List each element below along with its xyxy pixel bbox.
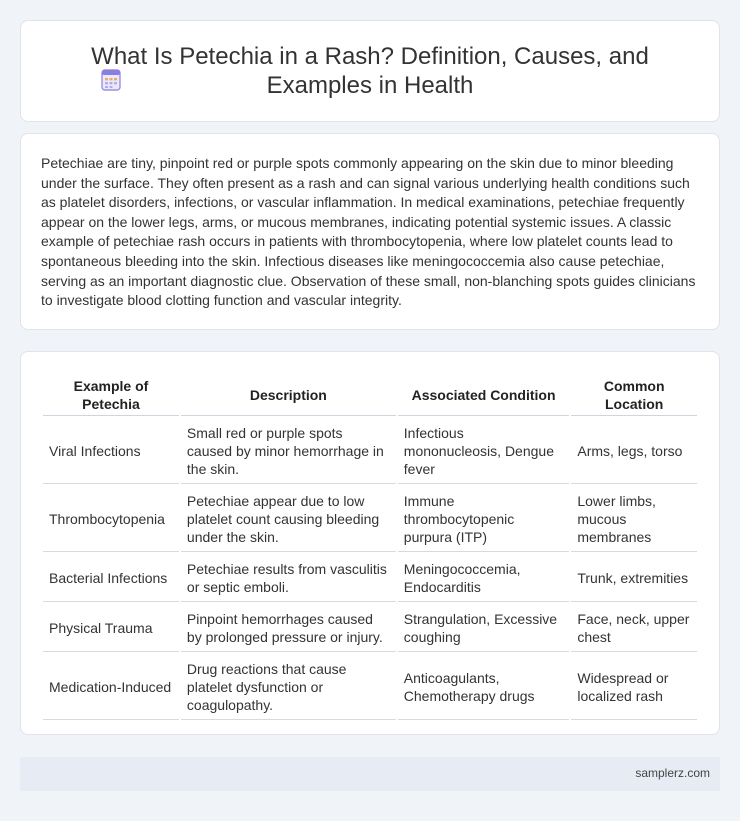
table-cell: Drug reactions that cause platelet dysfunction or coagulopathy. — [181, 654, 396, 720]
table-cell: Immune thrombocytopenic purpura (ITP) — [398, 486, 570, 552]
column-header: Description — [181, 374, 396, 416]
table-row — [43, 418, 697, 484]
table-cell: Face, neck, upper chest — [571, 604, 697, 652]
table-cell: Petechiae results from vasculitis or septic emboli. — [181, 554, 396, 602]
column-header: Common Location — [571, 374, 697, 416]
petechia-table — [41, 372, 699, 722]
table-cell: Infectious mononucleosis, Dengue fever — [398, 418, 570, 484]
table-row — [43, 654, 697, 720]
table-card — [20, 351, 720, 735]
table-cell: Strangulation, Excessive coughing — [398, 604, 570, 652]
footer-bar — [20, 757, 720, 791]
table-cell: Physical Trauma — [43, 604, 179, 652]
table-cell: Pinpoint hemorrhages caused by prolonged pressure or injury. — [181, 604, 396, 652]
table-cell: Viral Infections — [43, 418, 179, 484]
header-card — [20, 20, 720, 122]
table-row — [43, 604, 697, 652]
table-header-row — [43, 374, 697, 416]
column-header: Example of Petechia — [43, 374, 179, 416]
table-cell: Medication-Induced — [43, 654, 179, 720]
footer-site-link[interactable]: samplerz.com — [635, 766, 710, 780]
table-cell: Lower limbs, mucous membranes — [571, 486, 697, 552]
table-cell: Anticoagulants, Chemotherapy drugs — [398, 654, 570, 720]
page-title: What Is Petechia in a Rash? Definition, Causes, and Examples in Health — [91, 43, 649, 99]
table-cell: Meningococcemia, Endocarditis — [398, 554, 570, 602]
table-row — [43, 554, 697, 602]
intro-paragraph: Petechiae are tiny, pinpoint red or purple spots commonly appearing on the skin due to minor bleeding under the surface. They often present as a rash and can signal various underlying health conditions such as platelet disorders, infections, or vascular inflammation. In medical examinations, petechiae frequently appear on the lower legs, arms, or mucous membranes, indicating potential systemic issues. A classic example of petechiae rash occurs in patients with thrombocytopenia, where low platelet counts lead to spontaneous bleeding into the skin. Infectious diseases like meningococcemia also cause petechiae, serving as an important diagnostic clue. Observation of these small, non-blanching spots guides clinicians to investigate blood clotting function and vascular integrity. — [41, 155, 696, 309]
table-row — [43, 486, 697, 552]
table-cell: Widespread or localized rash — [571, 654, 697, 720]
column-header: Associated Condition — [398, 374, 570, 416]
table-cell: Small red or purple spots caused by minor hemorrhage in the skin. — [181, 418, 396, 484]
table-cell: Arms, legs, torso — [571, 418, 697, 484]
intro-card — [20, 133, 720, 330]
table-cell: Petechiae appear due to low platelet count causing bleeding under the skin. — [181, 486, 396, 552]
table-cell: Thrombocytopenia — [43, 486, 179, 552]
table-cell: Bacterial Infections — [43, 554, 179, 602]
table-cell: Trunk, extremities — [571, 554, 697, 602]
